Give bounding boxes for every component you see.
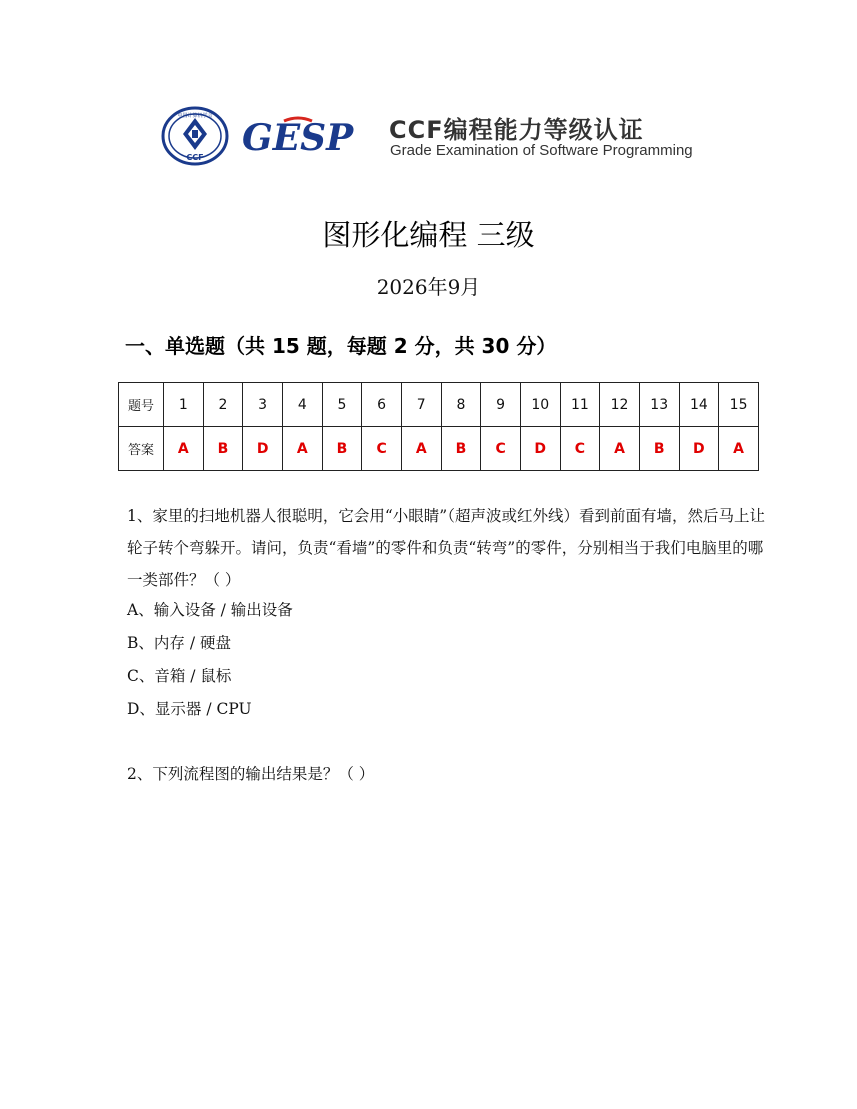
ccf-seal-logo <box>161 106 229 166</box>
question-number-cell: 9 <box>481 383 521 427</box>
question-number-cell: 3 <box>243 383 283 427</box>
question-1-text: 1、家里的扫地机器人很聪明，它会用“小眼睛”（超声波或红外线）看到前面有墙，然后马上让轮子转个弯躲开。请问，负责“看墙”的零件和负责“转弯”的零件，分别相当于我们电脑里的哪一类部件？（ ） <box>127 507 765 589</box>
exam-header <box>0 104 857 170</box>
seal-text-bottom: CCF <box>186 153 204 162</box>
question-number-cell: 11 <box>560 383 600 427</box>
row-label-number: 题号 <box>119 383 164 427</box>
question-number-cell: 7 <box>401 383 441 427</box>
answer-cell: D <box>520 427 560 471</box>
question-number-cell: 10 <box>520 383 560 427</box>
answer-cell: A <box>600 427 640 471</box>
question-number-row <box>119 383 759 427</box>
question-number-cell: 6 <box>362 383 402 427</box>
question-1-option-c: C、音箱 / 鼠标 <box>127 667 232 685</box>
question-number-cell: 14 <box>679 383 719 427</box>
answer-cell: B <box>322 427 362 471</box>
answer-cell: A <box>719 427 759 471</box>
question-number-cell: 1 <box>164 383 204 427</box>
question-number-cell: 8 <box>441 383 481 427</box>
ccf-certification-subtitle: Grade Examination of Software Programming <box>390 142 693 159</box>
gesp-logo-text: GESP <box>242 117 354 159</box>
ccf-certification-title: CCF编程能力等级认证 <box>389 116 644 144</box>
answer-cell: B <box>639 427 679 471</box>
question-1-option-b: B、内存 / 硬盘 <box>127 634 231 652</box>
question-1-option-d: D、显示器 / CPU <box>127 700 252 718</box>
answer-cell: B <box>441 427 481 471</box>
question-2-text: 2、下列流程图的输出结果是？（ ） <box>127 765 375 783</box>
answer-table <box>118 382 759 471</box>
question-number-cell: 2 <box>203 383 243 427</box>
question-number-cell: 15 <box>719 383 759 427</box>
document-title: 图形化编程 三级 <box>322 218 535 252</box>
seal-text-top: 中国计算机学会 <box>177 113 213 119</box>
question-number-cell: 4 <box>282 383 322 427</box>
answer-row <box>119 427 759 471</box>
document-date: 2026年9月 <box>376 275 481 299</box>
answer-cell: D <box>679 427 719 471</box>
question-number-cell: 12 <box>600 383 640 427</box>
question-number-cell: 13 <box>639 383 679 427</box>
answer-cell: B <box>203 427 243 471</box>
answer-cell: C <box>560 427 600 471</box>
answer-cell: D <box>243 427 283 471</box>
answer-cell: A <box>164 427 204 471</box>
row-label-answer: 答案 <box>119 427 164 471</box>
question-number-cell: 5 <box>322 383 362 427</box>
section-heading: 一、单选题（共 15 题，每题 2 分，共 30 分） <box>125 334 557 358</box>
answer-cell: A <box>282 427 322 471</box>
answer-cell: A <box>401 427 441 471</box>
gesp-logo <box>240 112 370 160</box>
answer-cell: C <box>362 427 402 471</box>
answer-cell: C <box>481 427 521 471</box>
question-1-option-a: A、输入设备 / 输出设备 <box>127 601 293 619</box>
